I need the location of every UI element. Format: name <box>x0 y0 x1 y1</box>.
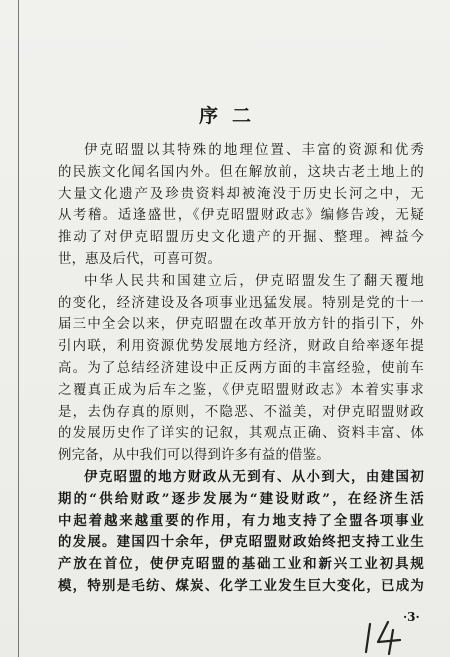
text-line: 的发展。建国四十余年，伊克昭盟财政始终把支持工业生 <box>58 534 424 551</box>
text-line: 从考稽。适逢盛世，《伊克昭盟财政志》编修告竣，无疑 <box>58 208 424 224</box>
text-line: 的变化，经济建设及各项事业迅猛发展。特别是党的十一 <box>58 295 424 311</box>
text-line: 伊克昭盟以其特殊的地理位置、丰富的资源和优秀 <box>84 143 424 158</box>
text-line: 高。为了总结经济建设中正反两方面的丰富经验，使前车 <box>58 360 424 376</box>
text-line: 例完备，从中我们可以得到许多有益的借鉴。 <box>58 448 330 464</box>
text-line: 推动了对伊克昭盟历史文化遗产的开掘、整理。裨益今 <box>58 230 424 246</box>
binding-edge-line <box>18 0 19 657</box>
text-line: 世，惠及后代，可喜可贺。 <box>58 251 222 267</box>
text-line: 届三中全会以来，伊克昭盟在改革开放方针的指引下，外 <box>58 317 424 333</box>
text-line: 之覆真正成为后车之鉴，《伊克昭盟财政志》本着实事求 <box>58 382 424 398</box>
preface-title: 序二 <box>198 105 265 127</box>
handwritten-page-mark <box>360 618 410 656</box>
text-line: 的民族文化闻名国内外。但在解放前，这块古老土地上的 <box>58 164 424 180</box>
preface-body <box>58 140 424 598</box>
text-line: 引内联，利用资源优势发展地方经济，财政自给率逐年提 <box>58 339 424 355</box>
text-line: 的发展历史作了详实的记叙，其观点正确、资料丰富、体 <box>58 426 424 442</box>
text-line: 产放在首位，使伊克昭盟的基础工业和新兴工业初具规 <box>58 556 424 573</box>
text-line: 大量文化遗产及珍贵资料却被淹没于历史长河之中，无 <box>58 186 424 202</box>
text-line: 中华人民共和国建立后，伊克昭盟发生了翻天覆地 <box>84 273 424 289</box>
text-line: 模，特别是毛纺、煤炭、化学工业发生巨大变化，已成为 <box>58 577 424 594</box>
page-number: ·3· <box>403 610 420 624</box>
text-line: 中起着越来越重要的作用，有力地支持了全盟各项事业 <box>58 512 424 529</box>
text-line: 期的“供给财政”逐步发展为“建设财政”，在经济生活 <box>58 490 424 507</box>
text-line: 是，去伪存真的原则，不隐恶、不溢美，对伊克昭盟财政 <box>58 404 424 420</box>
text-line: 伊克昭盟的地方财政从无到有、从小到大，由建国初 <box>84 468 424 485</box>
